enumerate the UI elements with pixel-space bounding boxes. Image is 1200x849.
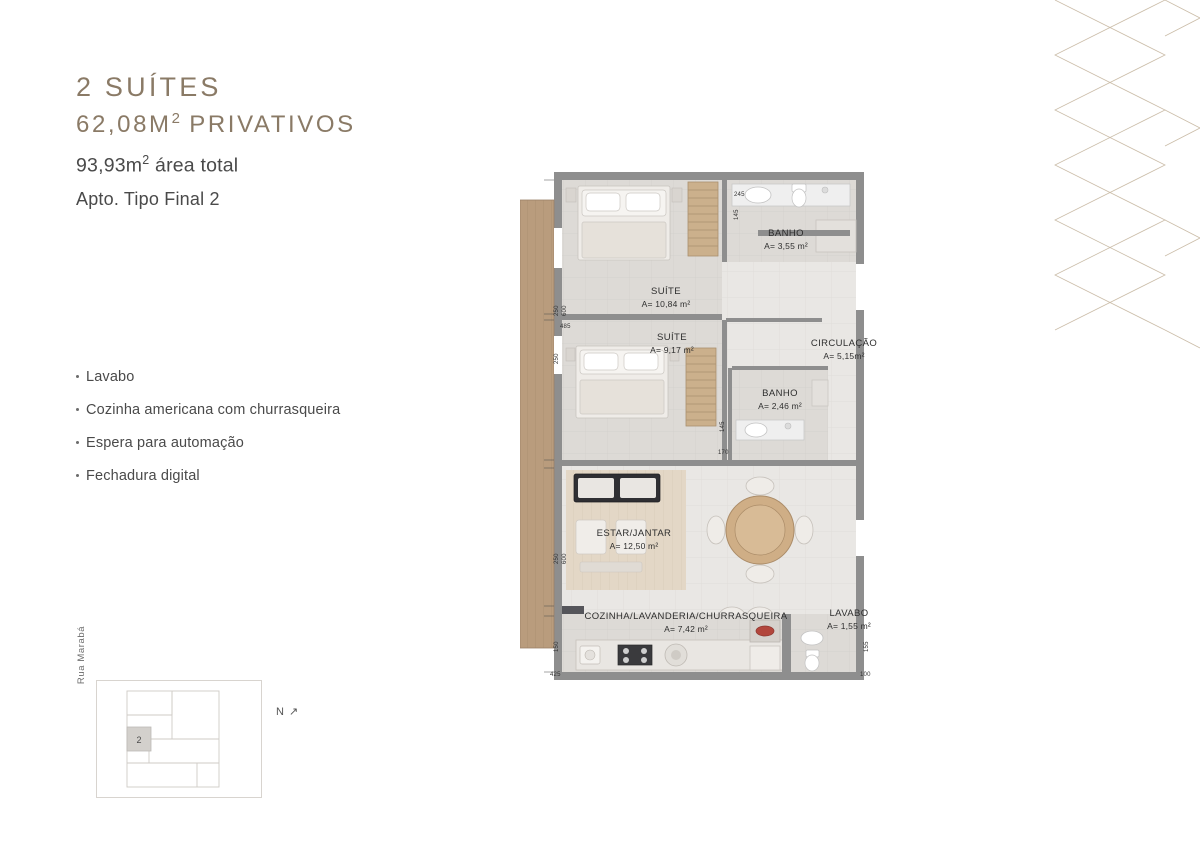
north-indicator [276, 705, 299, 718]
room-area: A= 12,50 m² [609, 540, 659, 551]
dimension-label: 150 [554, 641, 560, 652]
room-area: A= 3,55 m² [764, 240, 808, 251]
bullet-icon [76, 474, 79, 477]
keyplan [96, 680, 262, 798]
title-block [76, 72, 506, 210]
features-list [76, 368, 496, 500]
room-name: ESTAR/JANTAR [596, 528, 672, 539]
dimension-label: 100 [860, 672, 871, 678]
bullet-icon [76, 375, 79, 378]
room-area: A= 5,15m² [823, 350, 865, 361]
decorative-pattern [1020, 0, 1200, 360]
room-area: A= 2,46 m² [758, 400, 802, 411]
total-area-value: 93,93m [76, 154, 143, 177]
private-area-title [76, 110, 506, 139]
private-area-value: 62,08M [76, 111, 172, 139]
room-area: A= 1,55 m² [827, 620, 871, 631]
room-area: A= 7,42 m² [664, 623, 708, 634]
list-item [76, 434, 496, 454]
list-item [76, 467, 496, 487]
unit-type-label: Apto. Tipo Final 2 [76, 189, 220, 210]
feature-label: Fechadura digital [86, 468, 200, 485]
dimension-label: 245 [734, 192, 745, 198]
dimension-label: 155 [864, 641, 870, 652]
list-item [76, 401, 496, 421]
floor-plan [520, 168, 920, 698]
room-name: SUÍTE [651, 286, 681, 297]
dimension-label: 145 [734, 209, 740, 220]
dimension-label: 600 [562, 553, 568, 564]
room-area: A= 9,17 m² [650, 344, 694, 355]
private-area-rest: PRIVATIVOS [180, 111, 356, 139]
dimension-label: 250 [554, 553, 560, 564]
dimension-label: 250 [554, 305, 560, 316]
room-name: COZINHA/LAVANDERIA/CHURRASQUEIRA [584, 611, 788, 622]
room-area: A= 10,84 m² [641, 298, 691, 309]
room-name: CIRCULAÇÃO [810, 338, 878, 349]
room-name: LAVABO [829, 608, 869, 619]
page-title: 2 SUÍTES [76, 72, 222, 102]
bullet-icon [76, 441, 79, 444]
dimension-label: 250 [554, 353, 560, 364]
bullet-icon [76, 408, 79, 411]
private-area-sup: 2 [171, 110, 180, 128]
dimension-label: 485 [560, 324, 571, 330]
feature-label: Lavabo [86, 369, 135, 385]
feature-label: Espera para automação [86, 435, 244, 452]
list-item [76, 368, 496, 388]
dimension-label: 425 [550, 672, 561, 678]
svg-text:2: 2 [136, 735, 142, 745]
north-arrow-icon: ↗ [289, 706, 300, 718]
total-area-sup: 2 [142, 152, 150, 167]
dimension-label: 600 [562, 305, 568, 316]
floor-plan-drawing [520, 168, 920, 698]
total-area-rest: área total [149, 154, 239, 177]
keyplan-street-label: Rua Marabá [76, 625, 87, 685]
dimension-label: 145 [720, 421, 726, 432]
dimension-label: 170 [718, 450, 729, 456]
room-name: BANHO [762, 388, 798, 399]
total-area-line [76, 153, 506, 178]
room-name: SUÍTE [657, 332, 687, 343]
room-name: BANHO [768, 228, 804, 239]
feature-label: Cozinha americana com churrasqueira [86, 402, 341, 419]
north-label: N [276, 706, 285, 718]
